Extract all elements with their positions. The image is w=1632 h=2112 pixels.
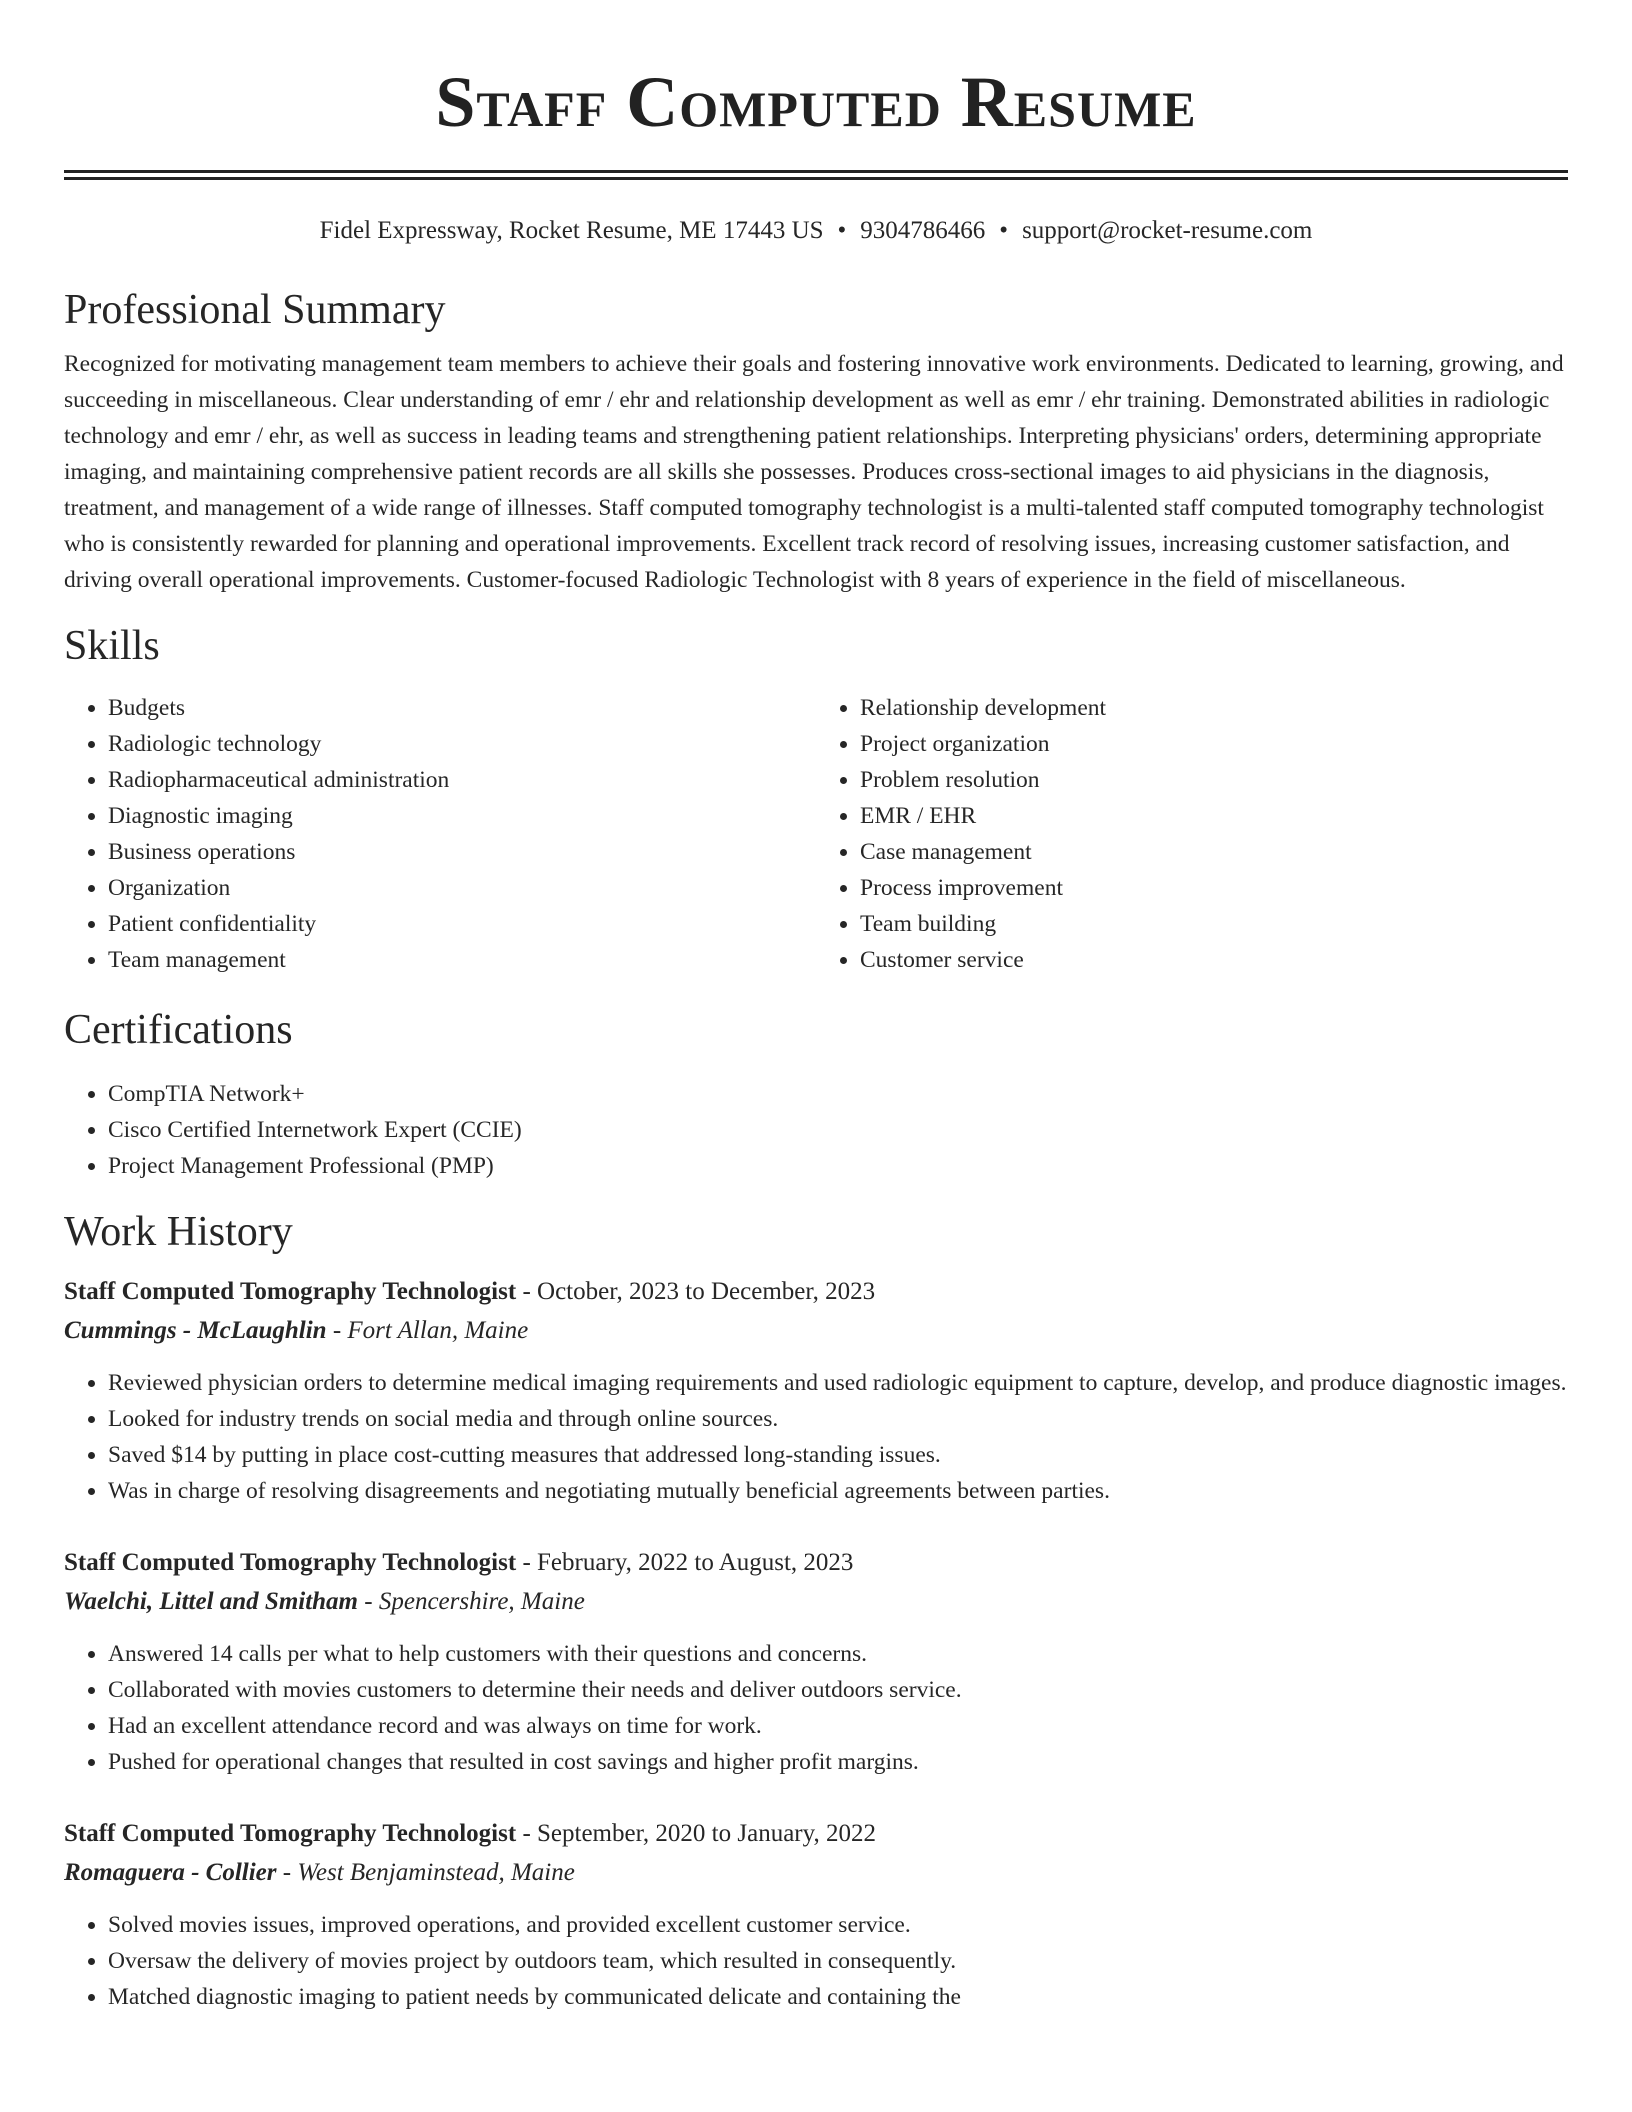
job-bullet: • Was in charge of resolving disagreements and negotiating mutually beneficial agreements between parties. (108, 1473, 1568, 1509)
skill-item: • Organization (108, 870, 816, 906)
skill-item: • Project organization (860, 726, 1568, 762)
job-entry (64, 1545, 1568, 1780)
job-bullets (64, 1365, 1568, 1509)
job-company-line (64, 1584, 1568, 1620)
skill-item: • Budgets (108, 690, 816, 726)
skills-left-list (64, 690, 816, 978)
skill-item: • Relationship development (860, 690, 1568, 726)
job-location: West Benjaminstead, Maine (297, 1859, 575, 1886)
certifications-heading: Certifications (64, 1007, 293, 1053)
title-double-rule (64, 170, 1568, 180)
job-entry (64, 1274, 1568, 1509)
skill-item: • Customer service (860, 942, 1568, 978)
skills-heading: Skills (64, 623, 160, 669)
skills-columns (64, 690, 1568, 978)
job-title: Staff Computed Tomography Technologist (64, 1549, 517, 1576)
job-company-line (64, 1313, 1568, 1349)
job-bullet: • Looked for industry trends on social media and through online sources. (108, 1401, 1568, 1437)
job-bullet: • Saved $14 by putting in place cost-cutting measures that addressed long-standing issues. (108, 1437, 1568, 1473)
job-bullet: • Answered 14 calls per what to help customers with their questions and concerns. (108, 1636, 1568, 1672)
job-bullet: • Collaborated with movies customers to determine their needs and deliver outdoors service. (108, 1672, 1568, 1708)
contact-line (64, 216, 1568, 246)
job-title-line (64, 1545, 1568, 1581)
job-company: Cummings - McLaughlin (64, 1317, 327, 1344)
job-title: Staff Computed Tomography Technologist (64, 1820, 517, 1847)
contact-separator: • (837, 217, 847, 244)
job-dash: - (516, 1278, 538, 1305)
job-bullet: • Reviewed physician orders to determine medical imaging requirements and used radiologic equipment to capture, develop, and produce diagnostic images. (108, 1365, 1568, 1401)
contact-separator: • (999, 217, 1009, 244)
summary-text: Recognized for motivating management team members to achieve their goals and fostering innovative work environments. Dedicated to learning, growing, and succeeding in miscellaneous. Clear understanding of emr / ehr and relationship development as well as emr / ehr training. Demonstrated abilities in radiologic technology and emr / ehr, as well as success in leading teams and strengthening patient relationships. Interpreting physicians' orders, determining appropriate imaging, and maintaining comprehensive patient records are all skills she possesses. Produces cross-sectional images to aid physicians in the diagnosis, treatment, and management of a wide range of illnesses. Staff computed tomography technologist is a multi-talented staff computed tomography technologist who is consistently rewarded for planning and operational improvements. Excellent track record of resolving issues, increasing customer satisfaction, and driving overall operational improvements. Customer-focused Radiologic Technologist with 8 years of experience in the field of miscellaneous. (64, 351, 1564, 593)
skill-item: • Problem resolution (860, 762, 1568, 798)
resume-title: Staff Computed Resume (435, 62, 1197, 142)
job-company: Romaguera - Collier (64, 1859, 277, 1886)
skill-item: • Radiologic technology (108, 726, 816, 762)
summary-heading: Professional Summary (64, 287, 446, 333)
skill-item: • Team building (860, 906, 1568, 942)
contact-address: Fidel Expressway, Rocket Resume, ME 17443 US (319, 217, 824, 244)
job-bullet: • Oversaw the delivery of movies project by outdoors team, which resulted in consequently. (108, 1943, 1568, 1979)
job-bullets (64, 1636, 1568, 1780)
job-dates: September, 2020 to January, 2022 (537, 1820, 876, 1847)
job-location: Fort Allan, Maine (347, 1317, 529, 1344)
job-dash: - (516, 1549, 538, 1576)
job-dash: - (358, 1588, 379, 1615)
job-bullet: • Matched diagnostic imaging to patient needs by communicated delicate and containing the (108, 1979, 1568, 2015)
job-bullets (64, 1907, 1568, 2015)
work-history-heading: Work History (64, 1209, 293, 1255)
job-dash: - (276, 1859, 298, 1886)
certifications-list (64, 1076, 1568, 1184)
job-company: Waelchi, Littel and Smitham (64, 1588, 359, 1615)
skill-item: • Case management (860, 834, 1568, 870)
job-dash: - (516, 1820, 538, 1847)
job-bullet: • Had an excellent attendance record and was always on time for work. (108, 1708, 1568, 1744)
job-location: Spencershire, Maine (378, 1588, 585, 1615)
skill-item: • Patient confidentiality (108, 906, 816, 942)
skill-item: • Business operations (108, 834, 816, 870)
job-dates: February, 2022 to August, 2023 (537, 1549, 854, 1576)
certification-item: • Cisco Certified Internetwork Expert (CCIE) (108, 1112, 1568, 1148)
skill-item: • Process improvement (860, 870, 1568, 906)
skills-right-list (816, 690, 1568, 978)
job-title-line (64, 1274, 1568, 1310)
skill-item: • Diagnostic imaging (108, 798, 816, 834)
skill-item: • Team management (108, 942, 816, 978)
job-title-line (64, 1816, 1568, 1852)
job-title: Staff Computed Tomography Technologist (64, 1278, 517, 1305)
job-bullet: • Pushed for operational changes that resulted in cost savings and higher profit margins. (108, 1744, 1568, 1780)
job-dash: - (326, 1317, 348, 1344)
skill-item: • Radiopharmaceutical administration (108, 762, 816, 798)
certification-item: • CompTIA Network+ (108, 1076, 1568, 1112)
job-company-line (64, 1855, 1568, 1891)
job-bullet: • Solved movies issues, improved operations, and provided excellent customer service. (108, 1907, 1568, 1943)
job-entry (64, 1816, 1568, 2015)
certification-item: • Project Management Professional (PMP) (108, 1148, 1568, 1184)
skill-item: • EMR / EHR (860, 798, 1568, 834)
contact-phone: 9304786466 (860, 217, 986, 244)
contact-email: support@rocket-resume.com (1022, 217, 1313, 244)
job-dates: October, 2023 to December, 2023 (537, 1278, 876, 1305)
